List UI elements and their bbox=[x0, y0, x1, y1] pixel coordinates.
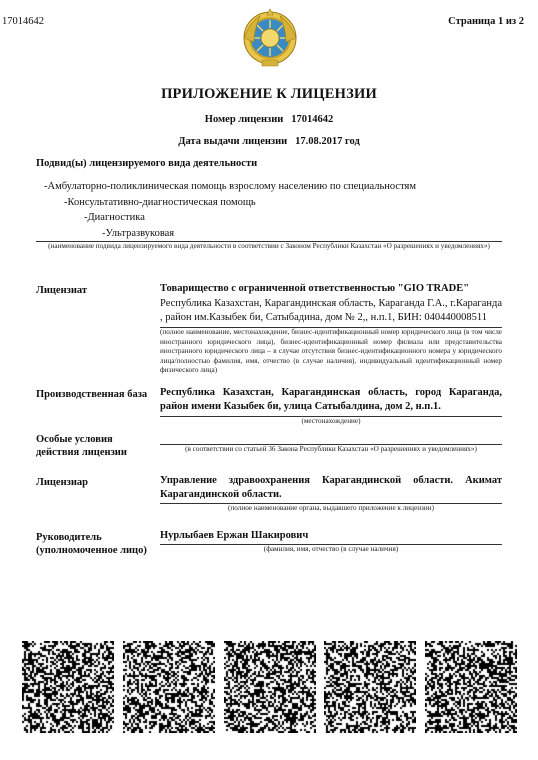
special-conditions-note: (в соответствии со статьей 36 Закона Республики Казахстан «О разрешениях и уведомлениях») bbox=[185, 445, 477, 453]
license-number: 17014642 bbox=[291, 114, 334, 125]
subtypes-note: (наименование подвида лицензируемого вида деятельности в соответствии с Законом Республики Казахстан «О разрешениях и уведомлениях») bbox=[48, 242, 490, 250]
qr-code-icon bbox=[22, 641, 114, 733]
special-conditions-label: Особые условия действия лицензии bbox=[36, 434, 127, 458]
page-title: ПРИЛОЖЕНИЕ К ЛИЦЕНЗИИ bbox=[161, 86, 377, 102]
qr-code-icon bbox=[425, 641, 517, 733]
licensee-name: Товарищество с ограниченной ответственностью "GIO TRADE" bbox=[160, 283, 470, 294]
licensor-label: Лицензиар bbox=[36, 477, 88, 488]
qr-code-icon bbox=[224, 641, 316, 733]
subtype-item: -Консультативно-диагностическая помощь bbox=[64, 197, 256, 208]
licensee-address: Республика Казахстан, Карагандинская область, Караганда Г.А., г.Караганда , район им.Казыбек би, Сатыбадина, дом № 2,, н.п.1, БИН: 040440008511 bbox=[160, 298, 502, 323]
license-date-label: Дата выдачи лицензии bbox=[178, 136, 288, 147]
subtypes-heading: Подвид(ы) лицензируемого вида деятельности bbox=[36, 158, 258, 169]
qr-code-icon bbox=[324, 641, 416, 733]
license-date: 17.08.2017 год bbox=[295, 136, 360, 147]
head-label: Руководитель (уполномоченное лицо) bbox=[36, 532, 147, 556]
license-date-line bbox=[0, 136, 538, 147]
state-emblem-icon bbox=[240, 8, 300, 68]
license-number-label: Номер лицензии bbox=[204, 114, 284, 125]
qr-code-icon bbox=[123, 641, 215, 733]
licensor-note: (полное наименование органа, выдавшего приложение к лицензии) bbox=[228, 504, 434, 512]
subtype-item: -Диагностика bbox=[84, 212, 145, 223]
page-counter: Страница 1 из 2 bbox=[448, 16, 524, 27]
license-number-line bbox=[0, 114, 538, 125]
licensee-label: Лицензиат bbox=[36, 285, 88, 296]
document-number: 17014642 bbox=[2, 16, 44, 27]
head-note: (фамилия, имя, отчество (в случае наличия) bbox=[263, 545, 399, 553]
production-base-label: Производственная база bbox=[36, 389, 148, 400]
subtype-item: -Амбулаторно-поликлиническая помощь взрослому населению по специальностям bbox=[44, 181, 417, 192]
licensor-value: Управление здравоохранения Карагандинской области. Акимат Карагандинской области. bbox=[160, 475, 502, 500]
licensee-note: (полное наименование, местонахождение, бизнес-идентификационный номер юридического лица (в том числе иностранного юридического лица), бизнес-идентификационный номер филиала или представительства иностранного юридического лица – в случае отсутствия бизнес-идентификационного номера у юридического лица/полностью фамилия, имя, отчество (в случае наличия), индивидуальный идентификационный номер физического лица) bbox=[160, 328, 502, 374]
production-base-note: (местонахождение) bbox=[301, 417, 361, 425]
head-name: Нурлыбаев Ержан Шакирович bbox=[160, 530, 309, 541]
production-base-value: Республика Казахстан, Карагандинская область, город Караганда, район имени Казыбек би, улица Сатыбалдина, дом 2, н.п.1. bbox=[160, 387, 502, 412]
subtype-item: -Ультразвуковая bbox=[102, 228, 175, 239]
